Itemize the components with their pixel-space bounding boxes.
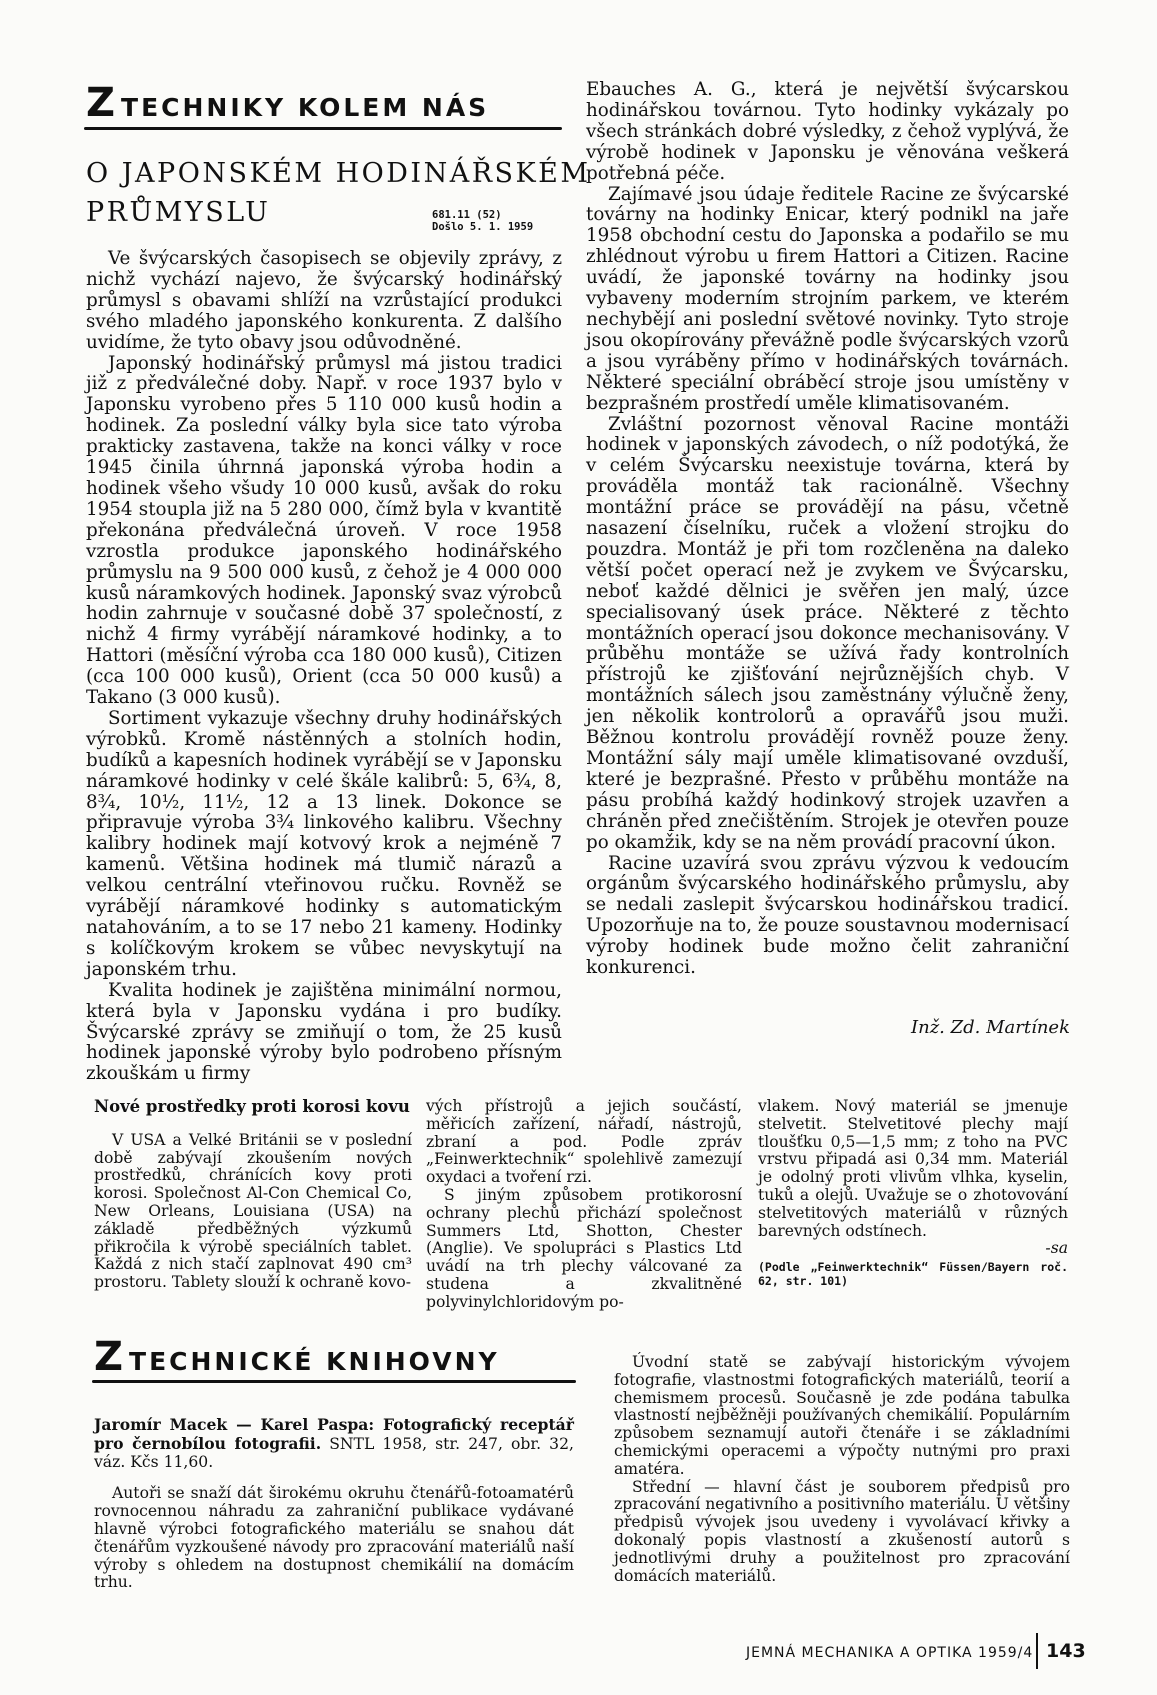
paragraph: vlakem. Nový materiál se jmenuje stelvetit. Stelvetitové plechy mají tloušťku 0,5—1,5 mm; z toho na PVC vrstvu připadá asi 0,34 mm. Materiál je odolný proti vlivům vlhka, kyselin, tuků a olejů. Uvažuje se o zhotovování stelvetitových materiálů v různých barevných odstínech. (758, 1097, 1068, 1240)
book-review-left (94, 1416, 574, 1592)
paragraph: vých přístrojů a jejich součástí, měřicích zařízení, nářadí, nástrojů, zbraní a pod. Podle zpráv „Feinwerktechnik“ spolehlivě zamezují oxydaci a tvoření rzi. (426, 1097, 742, 1187)
book-review-right (614, 1354, 1070, 1585)
paragraph: Ebauches A. G., která je největší švýcarskou hodinářskou továrnou. Tyto hodinky vykázaly po všech stránkách dobré výsledky, z čehož vyplývá, že výrobě hodinek v Japonsku je věnována veškerá potřebná péče. (586, 79, 1069, 184)
section-heading-initial: Z (86, 80, 116, 126)
section-heading-text: TECHNICKÉ KNIHOVNY (129, 1347, 500, 1376)
page-number: 143 (1046, 1640, 1086, 1662)
article-received-date: Došlo 5. 1. 1959 (432, 221, 534, 233)
section-rule (92, 1380, 576, 1383)
article-right-column (586, 80, 1069, 979)
article-left-column (86, 249, 562, 1085)
article-title-line2: PRŮMYSLU (86, 197, 271, 228)
corrosion-title: Nové prostředky proti korosi kovu (94, 1097, 410, 1116)
paragraph: Střední — hlavní část je souborem předpisů pro zpracování negativního a positivního materiálu. U většiny předpisů vývojek jsou uvedeny i vyvolávací křivky a dokonalý popis vlastností a zkušeností autorů s jednotlivými druhy a použitelnost pro zpracování domácích materiálů. (614, 1477, 1070, 1585)
paragraph: Autoři se snaží dát širokému okruhu čtenářů-fotoamatérů rovnocennou náhradu za zahraniční publikace vydávané hlavně výrobci fotografického materiálu se snahou dát čtenářům vyzkoušené návody pro zpracování materiálů naší výroby s ohledem na dostupnost chemikálií na domácím trhu. (94, 1484, 574, 1592)
paragraph: V USA a Velké Británii se v poslední době zabývají zkoušením nových prostředků, chránících kovy proti korosi. Společnost Al-Con Chemical Co, New Orleans, Louisiana (USA) na základě předběžných výzkumů přikročila k výrobě speciálních tablet. Každá z nich stačí zaplnovat 490 cm³ prostoru. Tablety slouží k ochraně kovo- (94, 1130, 412, 1292)
paragraph: Sortiment vykazuje všechny druhy hodinářských výrobků. Kromě nástěnných a stolních hodin, budíků a kapesních hodinek vyrábějí se v Japonsku náramkové hodinky v celé škále kalibrů: 5, 6¾, 8, 8¾, 10½, 11½, 12 a 13 linek. Dokonce se připravuje výroba 3¾ linkového kalibru. Všechny kalibry hodinek mají kotvový krok a nejméně 7 kamenů. Většina hodinek má tlumič nárazů a velkou centrální vteřinovou ručku. Rovněž se vyrábějí náramkové hodinky s automatickým natahováním, a to se 17 nebo 21 kameny. Hodinky s kolíčkovým krokem se vůbec nevyskytují na japonském trhu. (86, 707, 562, 980)
corrosion-signature: -sa (1045, 1239, 1068, 1258)
corrosion-col2 (426, 1098, 742, 1312)
section-rule (84, 127, 562, 130)
article-signature: Inž. Zd. Martínek (910, 1017, 1070, 1038)
paragraph: Ve švýcarských časopisech se objevily zprávy, z nichž vychází najevo, že švýcarský hodinářský průmysl s obavami shlíží na vzrůstající produkci svého mladého japonského konkurenta. Z dalšího uvidíme, že tyto obavy jsou odůvodněné. (86, 248, 562, 353)
section-heading-initial: Z (94, 1334, 124, 1380)
footer-separator (1036, 1633, 1038, 1669)
corrosion-source: (Podle „Feinwerktechnik“ Füssen/Bayern roč. 62, str. 101) (758, 1260, 1068, 1289)
article-title-line1: O JAPONSKÉM HODINÁŘSKÉM (86, 158, 591, 189)
book-meta: SNTL 1958, str. 247, obr. 32, váz. Kčs 11,60. (94, 1434, 574, 1471)
article-classification: 681.11 (52) (432, 209, 502, 221)
paragraph: S jiným způsobem protikorosní ochrany plechů přichází společnost Summers Ltd, Shotton, Chester (Anglie). Ve spolupráci s Plastics Ltd uvádí na trh plechy válcované za studena a zkvalitněné polyvinylchloridovým po- (426, 1185, 742, 1311)
section-heading-text: TECHNIKY KOLEM NÁS (121, 93, 490, 122)
paragraph: Zvláštní pozornost věnoval Racine montáži hodinek v japonských závodech, o níž podotýká, že v celém Švýcarsku neexistuje továrna, která by prováděla montáž tak racionálně. Všechny montážní práce se provádějí na pásu, včetně nasazení číselníku, ruček a vložení strojku do pouzdra. Montáž je při tom rozčleněna na daleko větší počet operací než je zvykem ve Švýcarsku, neboť každé dělnici je svěřen jen malý, úzce specialisovaný úsek práce. Některé z těchto montážních operací jsou dokonce mechanisovány. V průběhu montáže se užívá řady kontrolních přístrojů ke zjišťování nejrůznějších chyb. V montážních sálech jsou zaměstnány výlučně ženy, jen několik kontrolorů a opravářů jsou muži. Běžnou kontrolu provádějí rovněž pouze ženy. Montážní sály mají uměle klimatisované ovzduší, které je bezprašné. Přesto v průběhu montáže na pásu probíhá každý hodinkový strojek uzavřen a chráněn před znečištěním. Strojek je otevřen pouze po okamžik, kdy se na něm provádí pracovní úkon. (586, 413, 1069, 853)
book-title: Jaromír Macek — Karel Paspa: Fotografický receptář pro černobílou fotografii. (94, 1415, 574, 1453)
paragraph: Kvalita hodinek je zajištěna minimální normou, která byla v Japonsku vydána i pro budíky. Švýcarské zprávy se zmiňují o tom, že 25 kusů hodinek japonské výroby bylo podrobeno přísným zkouškám u firmy (86, 979, 562, 1085)
paragraph: Racine uzavírá svou zprávu výzvou k vedoucím orgánům švýcarského hodinářského průmyslu, aby se nedali zaslepit švýcarskou hodinářskou tradicí. Upozorňuje na to, že pouze soustavnou modernisací výroby hodinek bude možno čelit zahraniční konkurenci. (586, 852, 1069, 979)
corrosion-col3 (758, 1098, 1068, 1288)
journal-name: JEMNÁ MECHANIKA A OPTIKA 1959/4 (746, 1645, 1034, 1661)
paragraph: Úvodní statě se zabývají historickým vývojem fotografie, vlastnostmi fotografických materiálů, teorií a chemismem procesů. Současně je zde podána tabulka vlastností nejběžněji používaných chemikálií. Populárním způsobem seznamují autoři čtenáře i se základními chemickými operacemi a výpočty nutnými pro praxi amatéra. (614, 1353, 1070, 1478)
section-heading-techniky (86, 80, 489, 126)
book-citation (94, 1416, 574, 1471)
paragraph: Zajímavé jsou údaje ředitele Racine ze švýcarské továrny na hodinky Enicar, který podnikl na jaře 1958 obchodní cestu do Japonska a podařilo se mu zhlédnout výrobu u firem Hattori a Citizen. Racine uvádí, že japonské továrny na hodinky jsou vybaveny moderním strojním parkem, ve kterém nechybějí ani poslední světové novinky. Tyto stroje jsou okopírovány převážně podle švýcarských vzorů a jsou vyráběny přímo v hodinářských továrnách. Některé speciální obráběcí stroje jsou umístěny v bezprašném prostředí uměle klimatisovaném. (586, 183, 1069, 414)
section-heading-knihovny (94, 1334, 500, 1380)
paragraph: Japonský hodinářský průmysl má jistou tradici již z předválečné doby. Např. v roce 1937 bylo v Japonsku vyrobeno přes 5 110 000 kusů hodin a hodinek. Za poslední války byla sice tato výroba prakticky zastavena, takže na konci války v roce 1945 činila úhrnná japonská výroba hodin a hodinek všeho všudy 10 000 kusů, avšak do roku 1954 stoupla již na 5 280 000, čímž byla v kvantitě překonána předválečná úroveň. V roce 1958 vzrostla produkce japonského hodinářského průmyslu na 9 500 000 kusů, z čehož je 4 000 000 kusů náramkových hodinek. Japonský svaz výrobců hodin zahrnuje v současné době 37 společností, z nichž 4 firmy vyrábějí náramkové hodinky, a to Hattori (měsíční výroba cca 180 000 kusů), Citizen (cca 100 000 kusů), Orient (cca 50 000 kusů) a Takano (3 000 kusů). (86, 352, 562, 709)
corrosion-col1 (94, 1098, 412, 1292)
